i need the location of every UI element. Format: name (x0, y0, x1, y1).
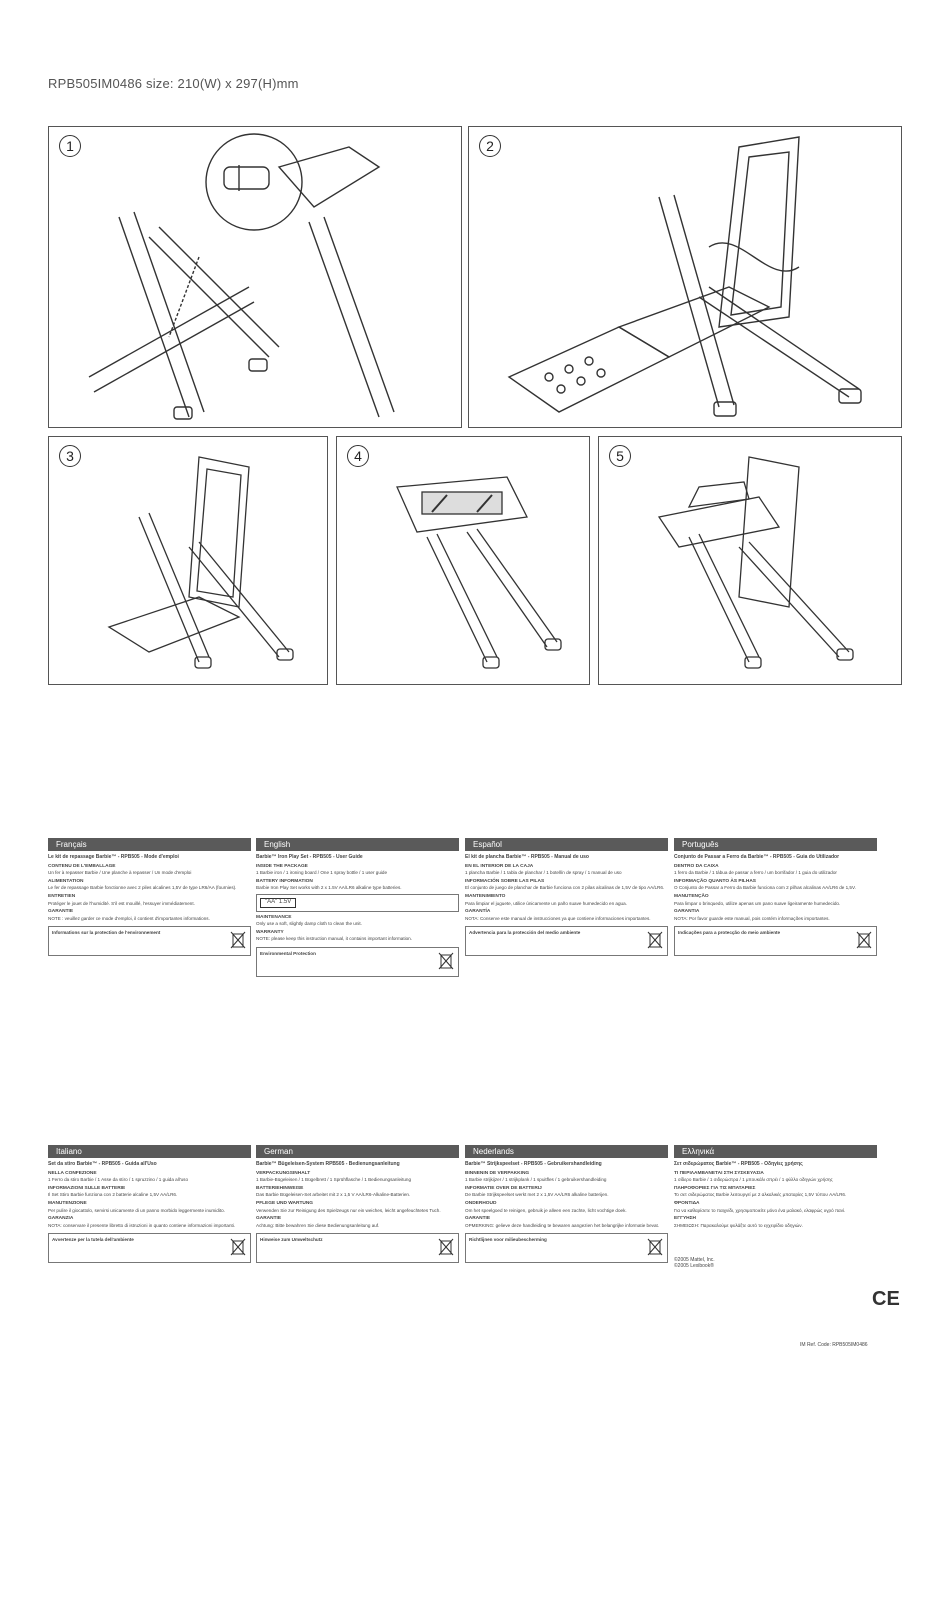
lang-section-italian: Italiano Set da stiro Barbie™ - RPB505 - Guida all'Uso NELLA CONFEZIONE 1 Ferro da stiro Barbie / 1 Asse da stiro / 1 spruzzino / 1 guida all'uso INFORMAZIONI SULLE BATTERIE Il Set Stiro Barbie funziona con 2 batterie alcaline 1,5V AA/LR6. MANUTENZIONE Per pulire il giocattolo, servirsi unicamente di un panno morbido leggermente inumidito. GARANZIA NOTA: conservare il presente libretto di istruzioni in quanto contiene informazioni importanti. Avvertenze per la tutela dell'ambiente (48, 1145, 251, 1445)
crossed-bin-icon (230, 1237, 246, 1257)
lang-section-spanish: Español El kit de plancha Barbie™ - RPB505 - Manual de uso EN EL INTERIOR DE LA CAJA 1 plancha Barbie / 1 tabla de planchar / 1 botellín de spray / 1 manual de uso INFORMACIÓN SOBRE LAS PILAS El conjunto de juego de planchar de Barbie funciona con 2 pilas alcalinas de 1,5V de tipo AA/LR6. MANTENIMIENTO Para limpiar el juguete, utilice únicamente un paño suave humedecido en agua. GARANTÍA NOTA: Conserve este manual de instrucciones ya que contiene informaciones importantes. Advertencia para la protección del medio ambiente (465, 838, 668, 1138)
battery-box (256, 894, 459, 912)
board-upright-illustration (49, 437, 327, 684)
environment-box: Hinweise zum Umweltschutz (256, 1233, 459, 1263)
lang-section-french: Français Le kit de repassage Barbie™ - RPB505 - Mode d'emploi CONTENU DE L'EMBALLAGE Un fer à repasser Barbie / Une planche à repasser / Un mode d'emploi ALIMENTATION Le fer de repassage Barbie fonctionne avec 2 piles alcalines 1,5V de type LR6/AA (fournies). ENTRETIEN Protéger le jouet de l'humidité. S'il est mouillé, l'essuyer immédiatement. GARANTIE NOTE : veuillez garder ce mode d'emploi, il contient d'importantes informations. Informations sur la protection de l'environnement (48, 838, 251, 1138)
environment-box: Richtlijnen voor milieubescherming (465, 1233, 668, 1263)
lang-section-german: German Barbie™ Bügeleisen-System RPB505 - Bedienungsanleitung VERPACKUNGSINHALT 1 Barbie-Bügeleisen / 1 Bügelbrett / 1 Sprühflasche / 1 Bedienungsanleitung BATTERIEHINWEISE Das Barbie Bügeleisen-Set arbeitet mit 2 x 1,5 V AA/LR6-Alkaline-Batterien. PFLEGE UND WARTUNG Verwenden Sie zur Reinigung des Spielzeugs nur ein weiches, leicht angefeuchtetes Tuch. GARANTIE Achtung: Bitte bewahren Sie diese Bedienungsanleitung auf. Hinweise zum Umweltschutz (256, 1145, 459, 1445)
step-number: 4 (347, 445, 369, 467)
environment-box: Avvertenze per la tutela dell'ambiente (48, 1233, 251, 1263)
diagram-step-2 (468, 126, 902, 428)
board-closed-illustration (49, 127, 461, 427)
copyright-lexibook: ©2005 Lexibook® (674, 1262, 714, 1269)
environment-box: Informations sur la protection de l'environnement (48, 926, 251, 956)
reference-code: IM Ref. Code: RPB505IM0486 (800, 1342, 868, 1348)
lang-section-dutch: Nederlands Barbie™ Strijkspeelset - RPB505 - Gebruikershandleiding BINNENIN DE VERPAKKING 1 Barbie strijkijzer / 1 strijkplank / 1 spuitfles / 1 gebruikershandleiding INFORMATIE OVER DE BATTERIJ De Barbie Strijkspeelset werkt met 2 x 1,5V AA/LR6 alkaline batterijen. ONDERHOUD Om het speelgoed te reinigen, gebruik je alleen een zachte, licht vochtige doek. GARANTIE OPMERKING: gelieve deze handleiding te bewaren aangezien het belangrijke informatie bevat. Richtlijnen voor milieubescherming (465, 1145, 668, 1445)
iron-on-board-illustration (599, 437, 901, 684)
crossed-bin-icon (647, 930, 663, 950)
lang-header: Português (674, 838, 877, 851)
lang-header: German (256, 1145, 459, 1158)
lang-header: Italiano (48, 1145, 251, 1158)
lang-section-greek: Ελληνικά Σετ σιδερώματος Barbie™ - RPB505 - Οδηγίες χρήσης ΤΙ ΠΕΡΙΛΑΜΒΑΝΕΤΑΙ ΣΤΗ ΣΥΣΚΕΥΑΣΙΑ 1 σίδερο Barbie / 1 σιδερώστρα / 1 μπουκάλι σπρέι / 1 φύλλο οδηγιών χρήσης ΠΛΗΡΟΦΟΡΙΕΣ ΓΙΑ ΤΙΣ ΜΠΑΤΑΡΙΕΣ Το σετ σιδερώματος Barbie λειτουργεί με 2 αλκαλικές μπαταρίες 1,5V τύπου AA/LR6. ΦΡΟΝΤΙΔΑ Για να καθαρίσετε το παιχνίδι, χρησιμοποιείτε μόνο ένα μαλακό, ελαφρώς υγρό πανί. ΕΓΓΥΗΣΗ ΣΗΜΕΙΩΣΗ: Παρακαλούμε φυλάξτε αυτό το εγχειρίδιο οδηγιών. ©2005 Mattel, Inc. ©2005 Lexibook® (674, 1145, 877, 1445)
lang-header: Español (465, 838, 668, 851)
lang-header: Nederlands (465, 1145, 668, 1158)
diagram-step-3 (48, 436, 328, 685)
diagram-step-5 (598, 436, 902, 685)
lang-header: English (256, 838, 459, 851)
ce-mark: CE (872, 1288, 900, 1310)
diagram-step-4 (336, 436, 590, 685)
step-number: 1 (59, 135, 81, 157)
step-number: 5 (609, 445, 631, 467)
step-number: 3 (59, 445, 81, 467)
battery-label: "AA" 1.5V (260, 898, 296, 908)
crossed-bin-icon (647, 1237, 663, 1257)
lang-section-portuguese: Português Conjunto de Passar a Ferro da Barbie™ - RPB505 - Guia do Utilizador DENTRO DA CAIXA 1 ferro da Barbie / 1 tábua de passar a ferro / um borrifador / 1 guia do utilizador INFORMAÇÃO QUANTO ÀS PILHAS O Conjunto de Passar a Ferro da Barbie funciona com 2 pilhas alcalinas AA/LR6 de 1,5V. MANUTENÇÃO Para limpar o brinquedo, utilize apenas um pano suave ligeiramente humedecido. GARANTIA NOTA: Por favor guarde este manual, pois contém informações importantes. Indicações para a protecção do meio ambiente (674, 838, 877, 1138)
step-number: 2 (479, 135, 501, 157)
document-header: RPB505IM0486 size: 210(W) x 297(H)mm (48, 76, 299, 91)
crossed-bin-icon (856, 930, 872, 950)
environment-box: Environmental Protection (256, 947, 459, 977)
lang-section-english: English Barbie™ Iron Play Set - RPB505 - User Guide INSIDE THE PACKAGE 1 Barbie iron / 1 ironing board / One 1 spray bottle / 1 user guide BATTERY INFORMATION Barbie Iron Play Set works with 2 x 1.5V AA/LR6 alkaline type batteries. "AA" 1.5V MAINTENANCE Only use a soft, slightly damp cloth to clean the unit. WARRANTY NOTE: please keep this instruction manual, it contains important information. Environmental Protection (256, 838, 459, 1138)
lang-header: Français (48, 838, 251, 851)
crossed-bin-icon (230, 930, 246, 950)
diagram-step-1 (48, 126, 462, 428)
environment-box: Advertencia para la protección del medio ambiente (465, 926, 668, 956)
crossed-bin-icon (438, 1237, 454, 1257)
board-unfolding-illustration (469, 127, 901, 427)
crossed-bin-icon (438, 951, 454, 971)
copyright-mattel: ©2005 Mattel, Inc. (674, 1257, 715, 1264)
lang-header: Ελληνικά (674, 1145, 877, 1158)
battery-insertion-illustration (337, 437, 589, 684)
environment-box: Indicações para a protecção do meio ambiente (674, 926, 877, 956)
